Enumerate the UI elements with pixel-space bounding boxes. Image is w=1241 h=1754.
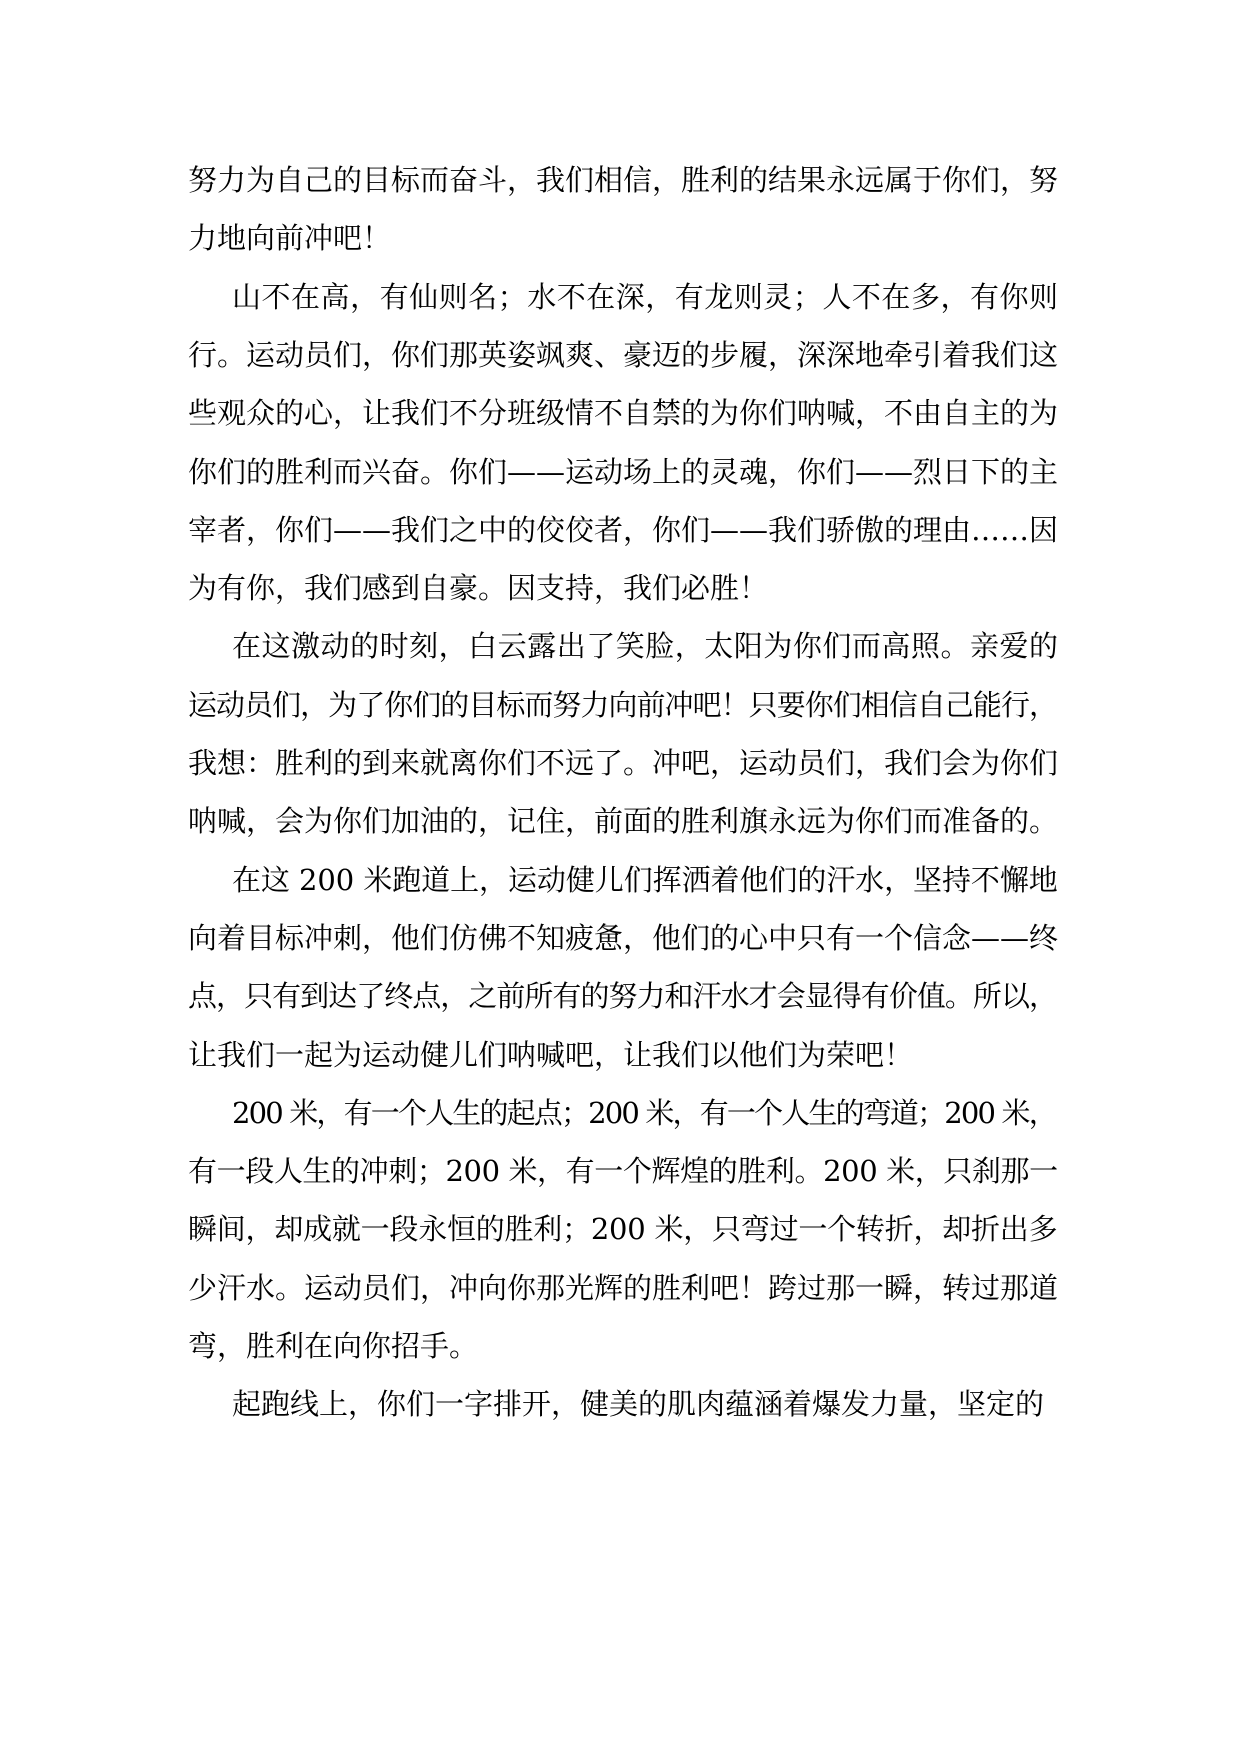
paragraph-line: 在这 200 米跑道上，运动健儿们挥洒着他们的汗水，坚持不懈地 <box>232 863 1058 897</box>
paragraph-line: 努力为自己的目标而奋斗，我们相信，胜利的结果永远属于你们，努 <box>188 163 1059 197</box>
paragraph-line: 运动员们，为了你们的目标而努力向前冲吧！只要你们相信自己能行， <box>188 688 1058 722</box>
paragraph-line: 宰者，你们——我们之中的佼佼者，你们——我们骄傲的理由……因 <box>188 513 1059 547</box>
paragraph-line: 起跑线上，你们一字排开，健美的肌肉蕴涵着爆发力量，坚定的 <box>232 1387 1045 1421</box>
paragraph-line: 瞬间，却成就一段永恒的胜利；200 米，只弯过一个转折，却折出多 <box>188 1212 1058 1246</box>
paragraph-line: 山不在高，有仙则名；水不在深，有龙则灵；人不在多，有你则 <box>232 280 1059 314</box>
paragraph-line: 少汗水。运动员们，冲向你那光辉的胜利吧！跨过那一瞬，转过那道 <box>188 1271 1059 1305</box>
paragraph-line: 在这激动的时刻，白云露出了笑脸，太阳为你们而高照。亲爱的 <box>232 629 1059 663</box>
paragraph-line: 向着目标冲刺，他们仿佛不知疲惫，他们的心中只有一个信念——终 <box>188 921 1059 955</box>
paragraph-line: 你们的胜利而兴奋。你们——运动场上的灵魂，你们——烈日下的主 <box>188 455 1059 489</box>
paragraph-line: 弯，胜利在向你招手。 <box>188 1329 479 1363</box>
paragraph-line: 点，只有到达了终点，之前所有的努力和汗水才会显得有价值。所以， <box>188 979 1058 1013</box>
paragraph-line: 让我们一起为运动健儿们呐喊吧，让我们以他们为荣吧！ <box>188 1038 914 1072</box>
paragraph-line: 呐喊，会为你们加油的，记住，前面的胜利旗永远为你们而准备的。 <box>188 804 1059 838</box>
paragraph-line: 200 米，有一个人生的起点；200 米，有一个人生的弯道；200 米， <box>232 1096 1056 1130</box>
paragraph-line: 有一段人生的冲刺；200 米，有一个辉煌的胜利。200 米，只刹那一 <box>188 1154 1058 1188</box>
paragraph-line: 力地向前冲吧！ <box>188 221 392 255</box>
paragraph-line: 为有你，我们感到自豪。因支持，我们必胜！ <box>188 571 769 605</box>
paragraph-line: 我想：胜利的到来就离你们不远了。冲吧，运动员们，我们会为你们 <box>188 746 1059 780</box>
paragraph-line: 行。运动员们，你们那英姿飒爽、豪迈的步履，深深地牵引着我们这 <box>188 338 1059 372</box>
paragraph-line: 些观众的心，让我们不分班级情不自禁的为你们呐喊，不由自主的为 <box>188 396 1059 430</box>
